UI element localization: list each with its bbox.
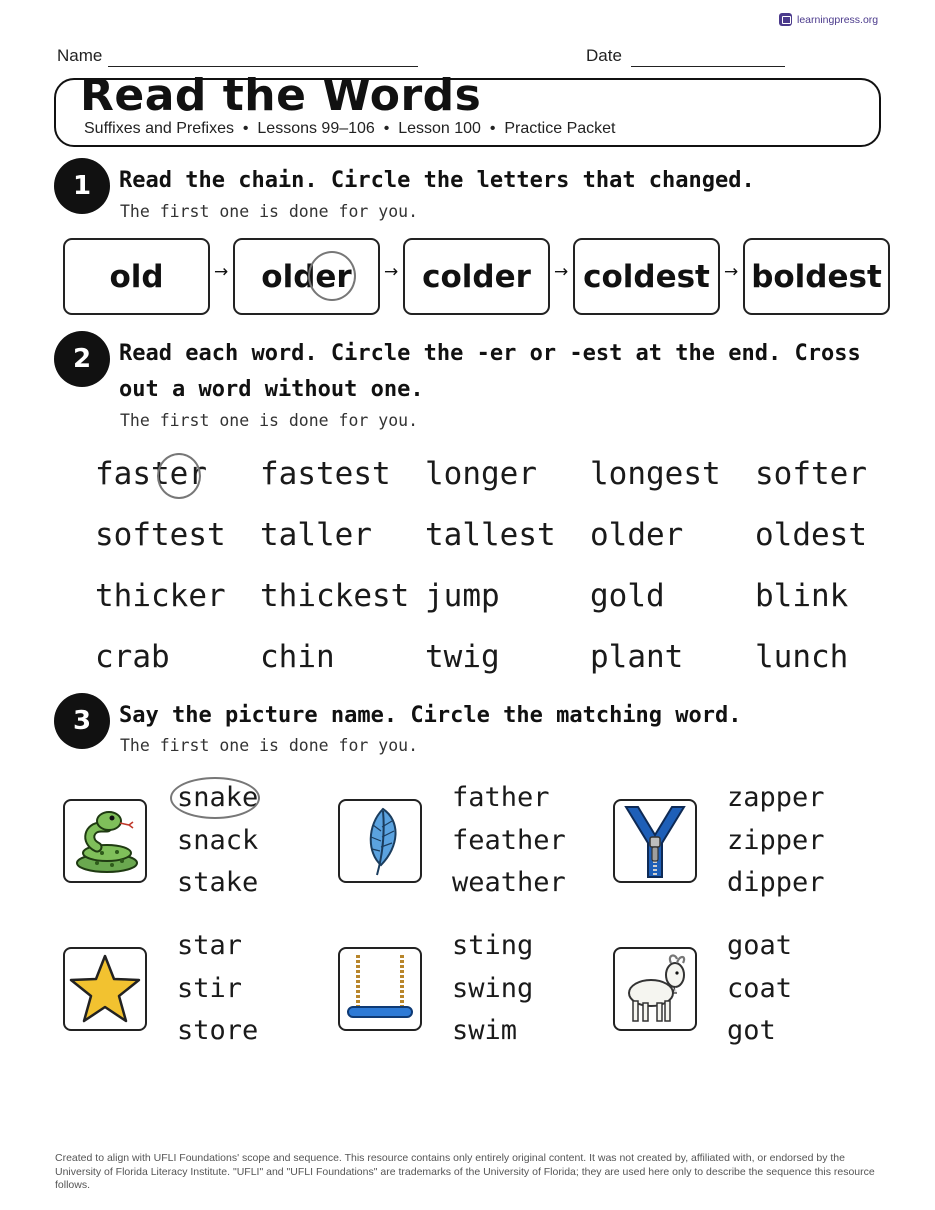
choice-word[interactable]: stir xyxy=(177,973,243,1004)
choice-word[interactable]: swim xyxy=(452,1015,518,1046)
page-subtitle: Suffixes and Prefixes • Lessons 99–106 • Lesson 100 • Practice Packet xyxy=(84,120,616,137)
section-3-number: 3 xyxy=(54,693,110,749)
grid-word[interactable]: chin xyxy=(260,639,335,675)
date-blank[interactable] xyxy=(631,66,785,67)
chain-word: coldest xyxy=(583,258,710,295)
grid-word[interactable]: plant xyxy=(590,639,684,675)
arrow-icon: → xyxy=(214,262,229,282)
example-circle xyxy=(157,453,201,499)
choice-word[interactable]: store xyxy=(177,1015,259,1046)
grid-word[interactable]: taller xyxy=(260,517,372,553)
brand-link[interactable] xyxy=(779,13,878,26)
chain-word: colder xyxy=(422,258,531,295)
grid-word[interactable]: oldest xyxy=(755,517,867,553)
chain-word: boldest xyxy=(751,258,882,295)
footer-disclaimer: Created to align with UFLI Foundations' scope and sequence. This resource contains only entirely original content. It was not created by, affiliated with, or endorsed by the University of Florida Literacy Institute. "UFLI" and "UFLI Foundations" are trademarks of the University of Florida; they are used here only to describe the sequence this resource follows. xyxy=(55,1152,875,1191)
book-icon xyxy=(779,13,792,26)
grid-word[interactable]: crab xyxy=(95,639,170,675)
zipper-picture xyxy=(613,799,697,883)
choice-word[interactable]: stake xyxy=(177,867,259,898)
arrow-icon: → xyxy=(554,262,569,282)
grid-word[interactable]: thickest xyxy=(260,578,410,614)
choice-word[interactable]: zipper xyxy=(727,825,825,856)
example-circle xyxy=(170,777,260,819)
chain-word-box[interactable] xyxy=(573,238,720,315)
feather-icon xyxy=(345,803,415,879)
grid-word[interactable]: longer xyxy=(425,456,537,492)
chain-word-box[interactable] xyxy=(403,238,550,315)
grid-word[interactable]: softer xyxy=(755,456,867,492)
grid-word[interactable]: thicker xyxy=(95,578,226,614)
section-3-instruction: Say the picture name. Circle the matching word. xyxy=(119,703,742,728)
choice-word[interactable]: sting xyxy=(452,930,534,961)
choice-word[interactable]: coat xyxy=(727,973,793,1004)
goat-picture xyxy=(613,947,697,1031)
arrow-icon: → xyxy=(384,262,399,282)
choice-word[interactable]: father xyxy=(452,782,550,813)
choice-word[interactable]: star xyxy=(177,930,243,961)
grid-word[interactable]: gold xyxy=(590,578,665,614)
grid-word[interactable]: jump xyxy=(425,578,500,614)
grid-word[interactable]: longest xyxy=(590,456,721,492)
choice-word[interactable]: feather xyxy=(452,825,566,856)
choice-word[interactable]: swing xyxy=(452,973,534,1004)
swing-picture xyxy=(338,947,422,1031)
chain-word-box[interactable] xyxy=(743,238,890,315)
grid-word[interactable]: twig xyxy=(425,639,500,675)
section-2-number: 2 xyxy=(54,331,110,387)
chain-word-box[interactable] xyxy=(233,238,380,315)
choice-word[interactable]: weather xyxy=(452,867,566,898)
chain-word: old xyxy=(109,258,164,295)
section-2-hint: The first one is done for you. xyxy=(120,411,419,430)
grid-word[interactable]: softest xyxy=(95,517,226,553)
grid-word[interactable]: tallest xyxy=(425,517,556,553)
chain-word-box[interactable] xyxy=(63,238,210,315)
section-1-hint: The first one is done for you. xyxy=(120,202,419,221)
star-icon xyxy=(67,951,143,1027)
snake-icon xyxy=(67,803,143,879)
choice-word[interactable]: dipper xyxy=(727,867,825,898)
brand-text: learningpress.org xyxy=(797,13,879,26)
example-circle xyxy=(308,251,356,301)
name-label: Name xyxy=(57,46,103,65)
choice-word[interactable]: got xyxy=(727,1015,776,1046)
choice-word[interactable]: zapper xyxy=(727,782,825,813)
star-picture xyxy=(63,947,147,1031)
chain-word: older xyxy=(261,258,352,295)
feather-picture xyxy=(338,799,422,883)
section-1-instruction: Read the chain. Circle the letters that changed. xyxy=(119,168,755,193)
section-2-instruction: Read each word. Circle the -er or -est at the end. Cross out a word without one. xyxy=(119,341,861,402)
page-title: Read the Words xyxy=(80,70,482,121)
choice-word[interactable]: snake xyxy=(177,782,259,813)
swing-icon xyxy=(342,951,418,1027)
date-label: Date xyxy=(586,46,622,65)
grid-word[interactable]: faster xyxy=(95,456,207,492)
grid-word[interactable]: blink xyxy=(755,578,849,614)
zipper-icon xyxy=(620,803,690,879)
grid-word[interactable]: lunch xyxy=(755,639,849,675)
snake-picture xyxy=(63,799,147,883)
section-3-hint: The first one is done for you. xyxy=(120,736,419,755)
choice-word[interactable]: goat xyxy=(727,930,793,961)
choice-word[interactable]: snack xyxy=(177,825,259,856)
grid-word[interactable]: fastest xyxy=(260,456,391,492)
arrow-icon: → xyxy=(724,262,739,282)
grid-word[interactable]: older xyxy=(590,517,684,553)
goat-icon xyxy=(617,951,693,1027)
name-date-row xyxy=(57,46,787,70)
name-blank[interactable] xyxy=(108,66,418,67)
section-1-number: 1 xyxy=(54,158,110,214)
